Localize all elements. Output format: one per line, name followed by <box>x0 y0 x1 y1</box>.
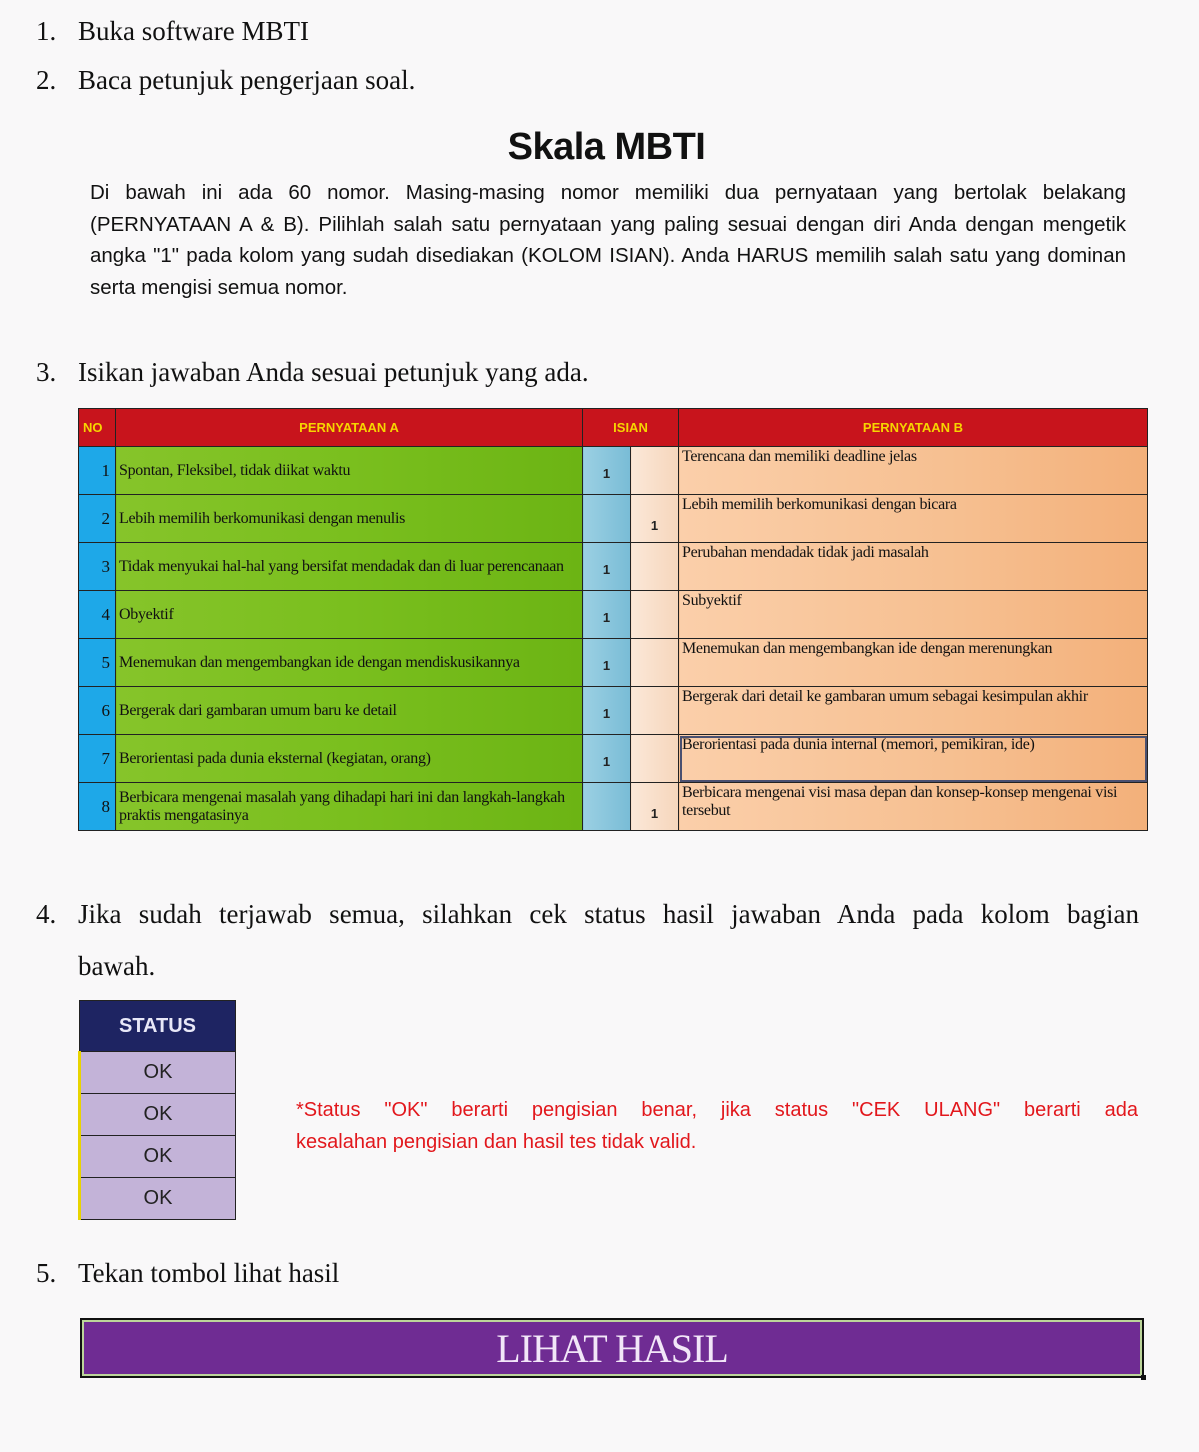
answer-a-value: 1 <box>602 562 611 577</box>
statement-a: Berorientasi pada dunia eksternal (kegiatan, orang) <box>116 735 583 783</box>
status-table <box>78 1000 236 1220</box>
table-row <box>79 639 1148 687</box>
row-number: 8 <box>79 783 116 831</box>
answer-b-cell[interactable] <box>631 591 679 639</box>
instructions-text: Di bawah ini ada 60 nomor. Masing-masing nomor memiliki dua pernyataan yang bertolak belakang (PERNYATAAN A & B). Pilihlah salah satu pernyataan yang paling sesuai dengan diri Anda dengan mengetik angka "1" pada kolom yang sudah disediakan (KOLOM ISIAN). Anda HARUS memilih salah satu yang dominan serta mengisi semua nomor. <box>90 181 1126 299</box>
table-row <box>79 783 1148 831</box>
table-row <box>79 687 1148 735</box>
statement-a: Berbicara mengenai masalah yang dihadapi hari ini dan langkah-langkah praktis mengatasinya <box>116 783 583 831</box>
scale-title: Skala MBTI <box>507 126 706 168</box>
statement-a: Menemukan dan mengembangkan ide dengan mendiskusikannya <box>116 639 583 687</box>
table-row <box>79 447 1148 495</box>
step-text: Tekan tombol lihat hasil <box>78 1258 340 1288</box>
answer-b-cell[interactable] <box>631 783 679 831</box>
row-number: 5 <box>79 639 116 687</box>
statement-b: Perubahan mendadak tidak jadi masalah <box>679 543 1148 591</box>
answer-a-value: 1 <box>602 610 611 625</box>
answer-a-value: 1 <box>602 706 611 721</box>
step-text: Baca petunjuk pengerjaan soal. <box>78 65 416 95</box>
row-number: 3 <box>79 543 116 591</box>
step-text: Buka software MBTI <box>78 16 309 46</box>
statement-b-selected-cell[interactable]: Berorientasi pada dunia internal (memori, pemikiran, ide) <box>679 735 1148 783</box>
header-isian: ISIAN <box>583 409 679 447</box>
answer-a-value: 1 <box>602 754 611 769</box>
statement-b: Terencana dan memiliki deadline jelas <box>679 447 1148 495</box>
answer-a-cell[interactable] <box>583 591 631 639</box>
table-row <box>79 543 1148 591</box>
step-text: Isikan jawaban Anda sesuai petunjuk yang ada. <box>78 357 589 387</box>
answer-b-cell[interactable] <box>631 447 679 495</box>
lihat-hasil-button[interactable]: LIHAT HASIL <box>84 1322 1140 1374</box>
statement-a: Tidak menyukai hal-hal yang bersifat mendadak dan di luar perencanaan <box>116 543 583 591</box>
step-4 <box>36 901 1139 928</box>
answer-b-cell[interactable] <box>631 639 679 687</box>
answer-b-cell[interactable] <box>631 495 679 543</box>
statement-b: Menemukan dan mengembangkan ide dengan merenungkan <box>679 639 1148 687</box>
answer-a-cell[interactable] <box>583 735 631 783</box>
status-cell: OK <box>80 1094 236 1136</box>
table-row <box>79 735 1148 783</box>
status-cell: OK <box>80 1136 236 1178</box>
status-cell: OK <box>80 1178 236 1220</box>
answer-a-cell[interactable] <box>583 687 631 735</box>
resize-handle-icon[interactable] <box>1141 1375 1146 1380</box>
statement-b: Bergerak dari detail ke gambaran umum sebagai kesimpulan akhir <box>679 687 1148 735</box>
table-row <box>79 495 1148 543</box>
answer-a-cell[interactable] <box>583 447 631 495</box>
statement-b: Subyektif <box>679 591 1148 639</box>
answer-b-cell[interactable] <box>631 543 679 591</box>
row-number: 4 <box>79 591 116 639</box>
header-no: NO <box>79 409 116 447</box>
answer-b-value: 1 <box>650 518 659 533</box>
statement-a: Lebih memilih berkomunikasi dengan menulis <box>116 495 583 543</box>
table-row <box>79 591 1148 639</box>
answer-a-value: 1 <box>602 658 611 673</box>
mbti-question-table <box>78 408 1148 831</box>
step-number: 2. <box>36 65 57 95</box>
statement-a: Obyektif <box>116 591 583 639</box>
header-statement-a: PERNYATAAN A <box>116 409 583 447</box>
status-note-line-2: kesalahan pengisian dan hasil tes tidak valid. <box>296 1131 697 1153</box>
table-header-row <box>79 409 1148 447</box>
step-number: 3. <box>36 357 57 387</box>
statement-b: Berbicara mengenai visi masa depan dan konsep-konsep mengenai visi tersebut <box>679 783 1148 831</box>
answer-a-value: 1 <box>602 466 611 481</box>
status-header: STATUS <box>80 1001 236 1052</box>
row-number: 1 <box>79 447 116 495</box>
result-button-frame <box>80 1318 1144 1378</box>
step-4-continuation: bawah. <box>78 951 156 981</box>
row-number: 6 <box>79 687 116 735</box>
step-number: 4. <box>36 899 57 929</box>
status-cell: OK <box>80 1052 236 1094</box>
statement-a: Spontan, Fleksibel, tidak diikat waktu <box>116 447 583 495</box>
status-note-line-1: *Status "OK" berarti pengisian benar, jika status "CEK ULANG" berarti ada <box>296 1099 1138 1121</box>
answer-a-cell[interactable] <box>583 639 631 687</box>
statement-b: Lebih memilih berkomunikasi dengan bicara <box>679 495 1148 543</box>
row-number: 7 <box>79 735 116 783</box>
answer-a-cell[interactable] <box>583 783 631 831</box>
statement-a: Bergerak dari gambaran umum baru ke detail <box>116 687 583 735</box>
step-1 <box>36 18 309 45</box>
step-3 <box>36 359 589 386</box>
row-number: 2 <box>79 495 116 543</box>
step-number: 5. <box>36 1258 57 1288</box>
answer-a-cell[interactable] <box>583 495 631 543</box>
status-note <box>296 1094 1138 1158</box>
header-statement-b: PERNYATAAN B <box>679 409 1148 447</box>
answer-b-cell[interactable] <box>631 735 679 783</box>
step-number: 1. <box>36 16 57 46</box>
answer-a-cell[interactable] <box>583 543 631 591</box>
step-2 <box>36 67 415 94</box>
step-5 <box>36 1260 339 1287</box>
answer-b-value: 1 <box>650 806 659 821</box>
answer-b-cell[interactable] <box>631 687 679 735</box>
step-text: Jika sudah terjawab semua, silahkan cek status hasil jawaban Anda pada kolom bagian <box>78 899 1139 929</box>
